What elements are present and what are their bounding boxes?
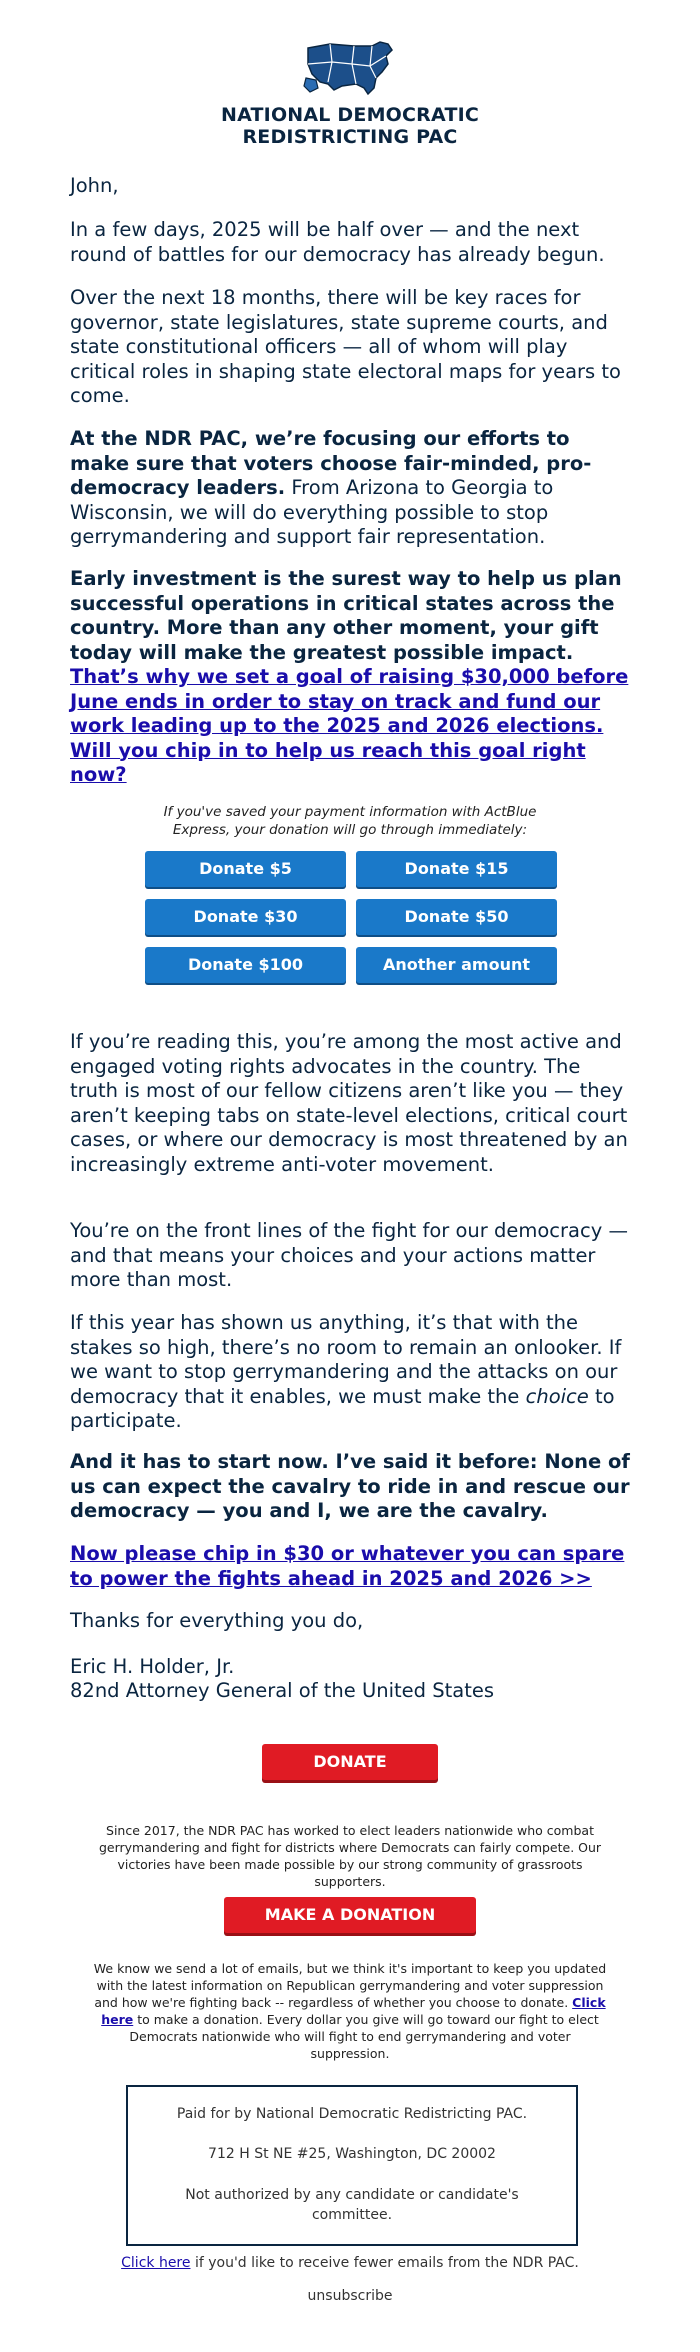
fewer-emails-line bbox=[0, 2255, 700, 2271]
click-here-donate-link[interactable]: Click here bbox=[101, 1995, 606, 2027]
signature-name: Eric H. Holder, Jr. bbox=[70, 1655, 235, 1678]
paragraph-7-b: to participate. bbox=[70, 1384, 615, 1432]
paid-for-text: Paid for by National Democratic Redistricting PAC. bbox=[176, 2106, 528, 2122]
paragraph-6: You’re on the front lines of the fight for our democracy — and that means your choices and your actions matter more than most. bbox=[70, 1219, 628, 1291]
paragraph-3-rest: From Arizona to Georgia to Wisconsin, we will do everything possible to stop gerrymandering and support fair representation. bbox=[70, 476, 554, 548]
chip-in-link[interactable]: Now please chip in $30 or whatever you can spare to power the fights ahead in 2025 and 2026 >> bbox=[70, 1542, 625, 1590]
paragraph-7 bbox=[70, 1311, 630, 1434]
emails-note-part2: to make a donation. Every dollar you give will go toward our fight to elect Democrats nationwide who will fight to end gerrymandering and voter suppression. bbox=[129, 2012, 599, 2061]
org-name bbox=[0, 104, 700, 148]
fewer-emails-text: if you'd like to receive fewer emails from the NDR PAC. bbox=[190, 2255, 579, 2271]
not-authorized-text: Not authorized by any candidate or candidate's committee. bbox=[185, 2187, 519, 2223]
paragraph-4-bold: Early investment is the surest way to help us plan successful operations in critical states across the country. More than any other moment, your gift today will make the greatest possible impact. bbox=[70, 567, 622, 664]
us-map-puzzle-logo bbox=[302, 38, 398, 98]
paragraph-8: And it has to start now. I’ve said it before: None of us can expect the cavalry to ride in and rescue our democracy — you and I, we are the cavalry. bbox=[70, 1450, 630, 1522]
donate-other-amount-button[interactable]: Another amount bbox=[356, 947, 557, 983]
address-text: 712 H St NE #25, Washington, DC 20002 bbox=[208, 2146, 496, 2162]
paragraph-3 bbox=[70, 427, 630, 550]
paragraph-3-bold: At the NDR PAC, we’re focusing our efforts to make sure that voters choose fair-minded, pro-democracy leaders. bbox=[70, 427, 592, 499]
donate-30-button[interactable]: Donate $30 bbox=[145, 899, 346, 935]
disclaimer-box bbox=[126, 2085, 578, 2246]
org-name-line2: REDISTRICTING PAC bbox=[242, 126, 458, 148]
greeting: John, bbox=[70, 174, 119, 197]
unsubscribe-link[interactable]: unsubscribe bbox=[307, 2288, 393, 2304]
donate-100-button[interactable]: Donate $100 bbox=[145, 947, 346, 983]
paragraph-7-a: If this year has shown us anything, it’s that with the stakes so high, there’s no room to remain an onlooker. If we want to stop gerrymandering and the attacks on our democracy that it enables, we must make the bbox=[70, 1311, 622, 1408]
donate-15-button[interactable]: Donate $15 bbox=[356, 851, 557, 887]
goal-link[interactable]: That’s why we set a goal of raising $30,000 before June ends in order to stay on track and fund our work leading up to the 2025 and 2026 elections. Will you chip in to help us reach this goal right now? bbox=[70, 665, 629, 786]
org-name-line1: NATIONAL DEMOCRATIC bbox=[220, 104, 480, 126]
donate-button[interactable]: DONATE bbox=[262, 1744, 438, 1780]
signature-title: 82nd Attorney General of the United States bbox=[70, 1679, 495, 1702]
actblue-note: If you've saved your payment information with ActBlue Express, your donation will go through immediately: bbox=[163, 804, 537, 838]
paragraph-4 bbox=[70, 567, 630, 788]
paragraph-1: In a few days, 2025 will be half over — and the next round of battles for our democracy has already begun. bbox=[70, 218, 605, 266]
fewer-emails-link[interactable]: Click here bbox=[121, 2255, 191, 2271]
header bbox=[0, 38, 700, 148]
closing-thanks: Thanks for everything you do, bbox=[70, 1609, 364, 1632]
paragraph-2: Over the next 18 months, there will be key races for governor, state legislatures, state supreme courts, and state constitutional officers — all of whom will play critical roles in shaping state electoral maps for years to come. bbox=[70, 286, 621, 407]
paragraph-7-emphasis: choice bbox=[525, 1384, 589, 1408]
paragraph-9 bbox=[70, 1542, 630, 1591]
make-donation-button[interactable]: MAKE A DONATION bbox=[224, 1897, 476, 1933]
donate-50-button[interactable]: Donate $50 bbox=[356, 899, 557, 935]
paragraph-5: If you’re reading this, you’re among the most active and engaged voting rights advocates in the country. The truth is most of our fellow citizens aren’t like you — they aren’t keeping tabs on state-level elections, critical court cases, or where our democracy is most threatened by an increasingly extreme anti-voter movement. bbox=[70, 1030, 628, 1176]
emails-note bbox=[90, 1960, 610, 2062]
emails-note-part1: We know we send a lot of emails, but we think it's important to keep you updated with the latest information on Republican gerrymandering and voter suppression and how we're fighting back -- regardless of whether you choose to donate. bbox=[93, 1961, 607, 2010]
donate-5-button[interactable]: Donate $5 bbox=[145, 851, 346, 887]
about-text: Since 2017, the NDR PAC has worked to elect leaders nationwide who combat gerrymandering and fight for districts where Democrats can fairly compete. Our victories have been made possible by our strong community of grassroots supporters. bbox=[98, 1823, 602, 1889]
